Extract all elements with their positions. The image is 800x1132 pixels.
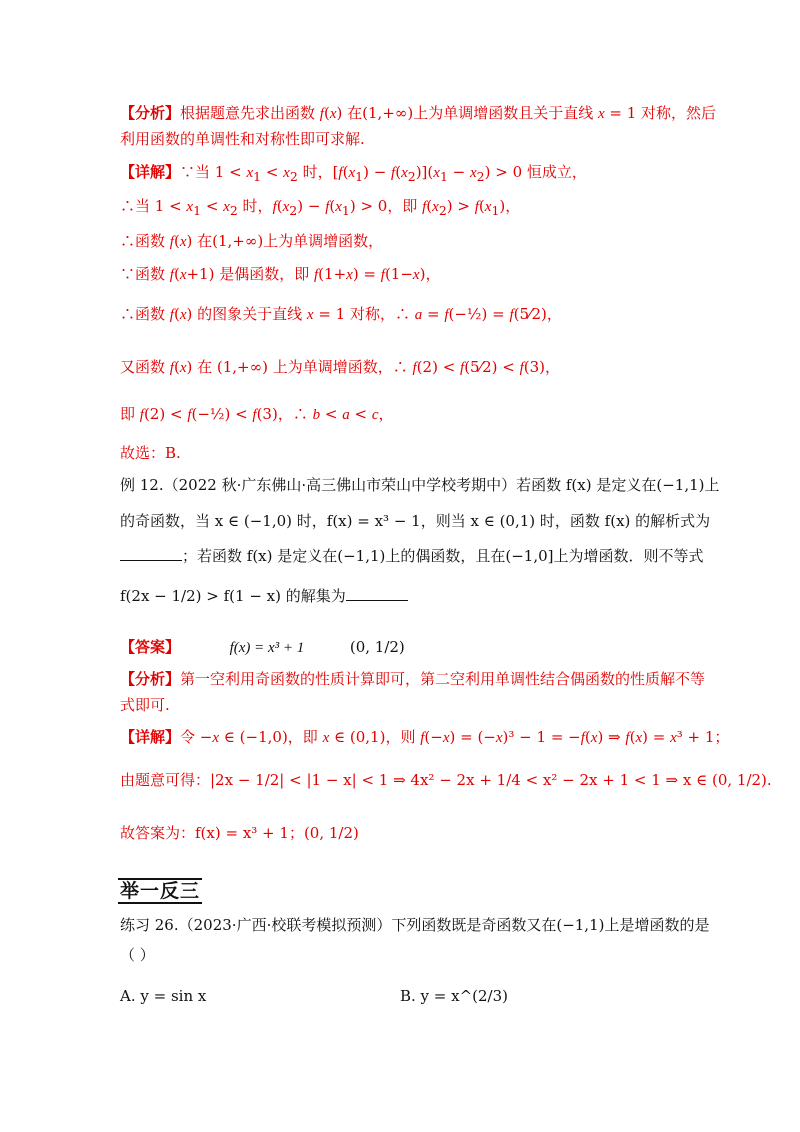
choice-line: 故选：B. <box>120 444 181 462</box>
practice-26-paren: （ ） <box>120 946 155 964</box>
detail-line-3: ∴函数 f(x) 在(1,+∞)上为单调增函数， <box>120 232 384 250</box>
practice-26-line-1: 练习 26.（2023·广西·校联考模拟预测）下列函数既是奇函数又在(−1,1)上是增函数的是 <box>120 916 710 934</box>
analysis-line-cont: 利用函数的单调性和对称性即可求解. <box>120 130 365 148</box>
answer-line: 【答案】 f(x) = x³ + 1 (0, 1/2) <box>120 638 405 656</box>
example-12-line-2: 的奇函数，当 x ∈ (−1,0) 时，f(x) = x³ − 1，则当 x ∈ (0,1) 时，函数 f(x) 的解析式为 <box>120 512 711 530</box>
answer-blank-1[interactable] <box>120 546 182 561</box>
final-answer-line: 故答案为：f(x) = x³ + 1；(0, 1/2) <box>120 824 359 842</box>
detail-12-line-2: 由题意可得：|2x − 1/2| < |1 − x| < 1 ⇒ 4x² − 2x + 1/4 < x² − 2x + 1 < 1 ⇒ x ∈ (0, 1/2). <box>120 771 772 789</box>
analysis-12-cont: 式即可. <box>120 696 170 714</box>
example-12-line-3: ；若函数 f(x) 是定义在(−1,1)上的偶函数，且在(−1,0]上为增函数．则不等式 <box>120 545 704 567</box>
example-12-line-4: f(2x − 1/2) > f(1 − x) 的解集为 <box>120 585 408 607</box>
answer-blank-2[interactable] <box>346 586 408 601</box>
detail-12-line-1: 【详解】令 −x ∈ (−1,0)，即 x ∈ (0,1)，则 f(−x) = (−x)³ − 1 = −f(x) ⇒ f(x) = x³ + 1； <box>120 728 730 746</box>
detail-line-6: 又函数 f(x) 在 (1,+∞) 上为单调增函数，∴ f(2) < f(5⁄2) < f(3)， <box>120 358 561 376</box>
example-12-line-1: 例 12.（2022 秋·广东佛山·高三佛山市荣山中学校考期中）若函数 f(x) 是定义在(−1,1)上 <box>120 476 720 494</box>
detail-line-7: 即 f(2) < f(−½) < f(3)，∴ b < a < c， <box>120 405 394 423</box>
detail-line-4: ∵函数 f(x+1) 是偶函数，即 f(1+x) = f(1−x)， <box>120 265 441 283</box>
analysis-12-line: 【分析】第一空利用奇函数的性质计算即可，第二空利用单调性结合偶函数的性质解不等 <box>120 670 706 688</box>
answer-2: (0, 1/2) <box>349 638 405 656</box>
detail-line-5: ∴函数 f(x) 的图象关于直线 x = 1 对称，∴ a = f(−½) = f(5⁄2)， <box>120 305 562 323</box>
detail-line-2: ∴当 $1 < x_1 < x_2$ 时，$f(x_2) - f(x_1) > 0$，即 $f(x_2) > f(x_1)$， <box>120 197 521 218</box>
detail-line-1: 【详解】∵当 $1 < x_1 < x_2$ 时，$[f(x_1) - f(x_2)](x_1 - x_2) > 0$ 恒成立， <box>120 163 587 184</box>
option-a[interactable]: A. y = sin x <box>120 987 207 1005</box>
section-heading: 举一反三 <box>120 880 201 902</box>
analysis-line: 【分析】根据题意先求出函数 f(x) 在(1,+∞)上为单调增函数且关于直线 x = 1 对称，然后 <box>120 104 717 122</box>
option-b[interactable]: B. y = x^(2/3) <box>400 987 509 1005</box>
answer-1: f(x) = x³ + 1 <box>229 640 305 656</box>
